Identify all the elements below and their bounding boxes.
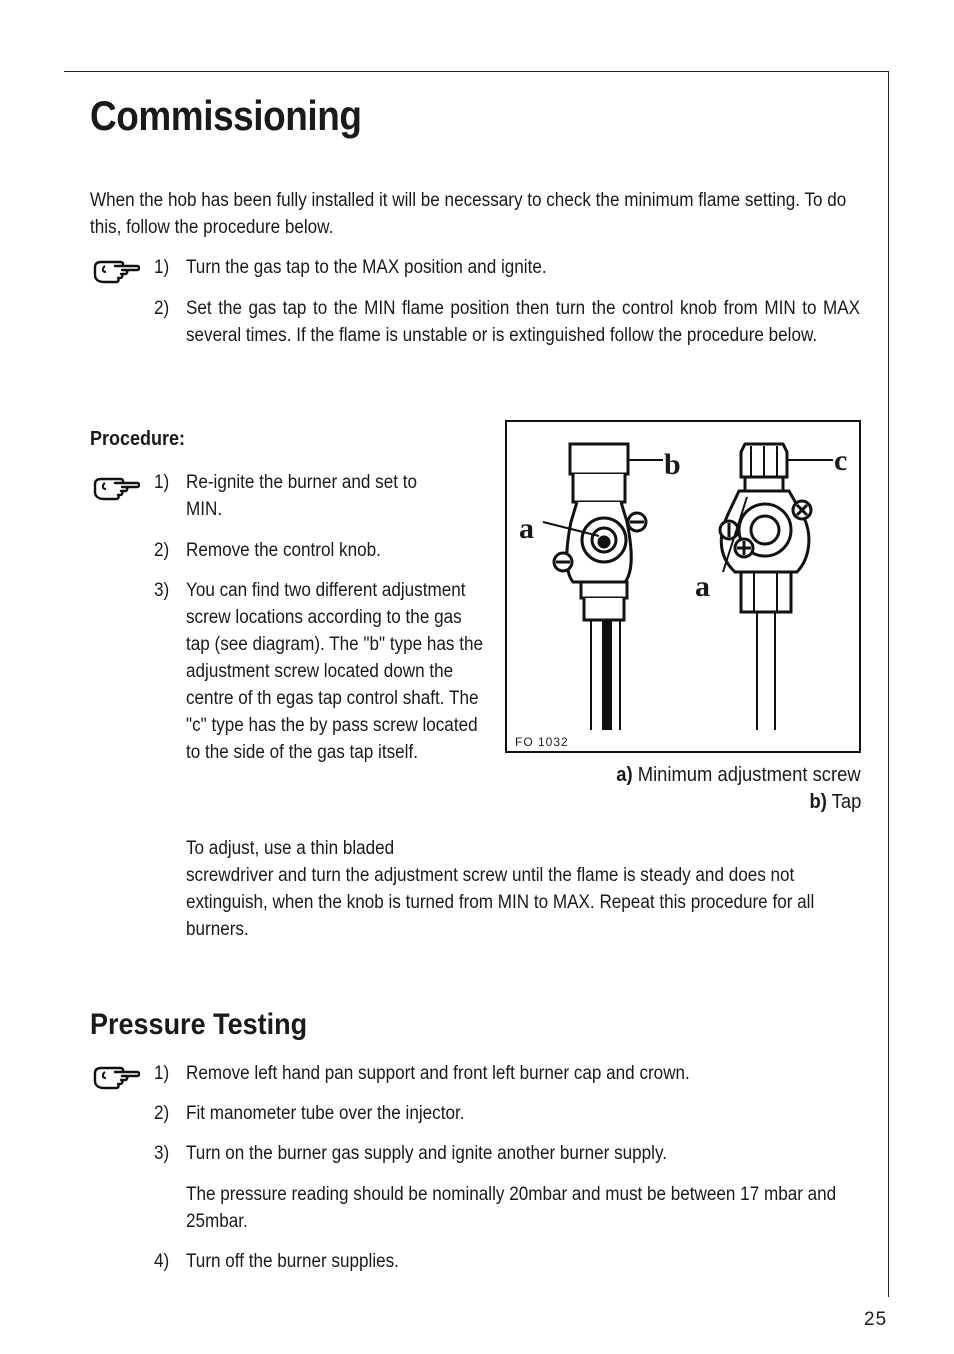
page-number: 25 (864, 1309, 888, 1330)
page-border-top (64, 71, 889, 72)
legend-text: Minimum adjustment screw (638, 764, 861, 786)
label-a-left: a (519, 512, 534, 545)
label-b: b (664, 448, 681, 481)
pressure-text: Turn off the burner supplies. (186, 1251, 399, 1272)
gas-tap-illustration (507, 422, 859, 751)
procedure-text: Re-ignite the burner and set to MIN. (186, 472, 418, 520)
procedure-number: 2) (154, 540, 170, 561)
label-a-right: a (695, 570, 710, 603)
legend-key: b) (809, 791, 827, 813)
pressure-note: The pressure reading should be nominally 20mbar and must be between 17 mbar and 25mbar. (186, 1184, 837, 1232)
procedure-heading: Procedure: (90, 428, 186, 450)
pressure-number: 3) (154, 1143, 170, 1164)
pressure-number: 4) (154, 1251, 170, 1272)
procedure-number: 3) (154, 580, 170, 601)
pressure-number: 2) (154, 1103, 170, 1124)
pressure-text: Fit manometer tube over the injector. (186, 1103, 465, 1124)
step-number: 1) (154, 257, 170, 278)
legend-item-a (617, 762, 861, 789)
legend-item-b (809, 789, 861, 816)
figure-code: FO 1032 (515, 735, 569, 749)
page-border-right (888, 71, 889, 1297)
legend-text: Tap (831, 791, 861, 813)
page-title: Commissioning (90, 92, 362, 139)
pressure-number: 1) (154, 1063, 170, 1084)
step-text: Set the gas tap to the MIN flame position then turn the control knob from MIN to MAX several times. If the flame is unstable or is extinguished follow the procedure below. (186, 298, 861, 346)
pressure-text: Remove left hand pan support and front left burner cap and crown. (186, 1063, 690, 1084)
pressure-text: Turn on the burner gas supply and ignite another burner supply. (186, 1143, 668, 1164)
step-text: Turn the gas tap to the MAX position and ignite. (186, 257, 547, 278)
pointing-hand-icon (92, 475, 140, 503)
adjust-text: screwdriver and turn the adjustment screw until the flame is steady and does not extinguish, when the knob is turned from MIN to MAX. Repeat this procedure for all burners. (186, 865, 815, 940)
section-title-pressure: Pressure Testing (90, 1008, 308, 1041)
procedure-text: You can find two different adjustment screw locations according to the gas tap (see diagram). The "b" type has the adjustment screw located down the centre of th egas tap control shaft. The "c" type has the by pass screw located to the side of the gas tap itself. (186, 580, 483, 763)
pointing-hand-icon (92, 258, 140, 286)
step-number: 2) (154, 298, 170, 319)
adjust-text-line: To adjust, use a thin bladed (186, 838, 395, 859)
legend-key: a) (616, 764, 633, 786)
label-c: c (834, 444, 848, 477)
procedure-number: 1) (154, 472, 170, 493)
procedure-text: Remove the control knob. (186, 540, 381, 561)
gas-tap-diagram (505, 420, 861, 753)
intro-paragraph: When the hob has been fully installed it will be necessary to check the minimum flame setting. To do this, follow the procedure below. (90, 190, 847, 238)
pointing-hand-icon (92, 1064, 140, 1092)
